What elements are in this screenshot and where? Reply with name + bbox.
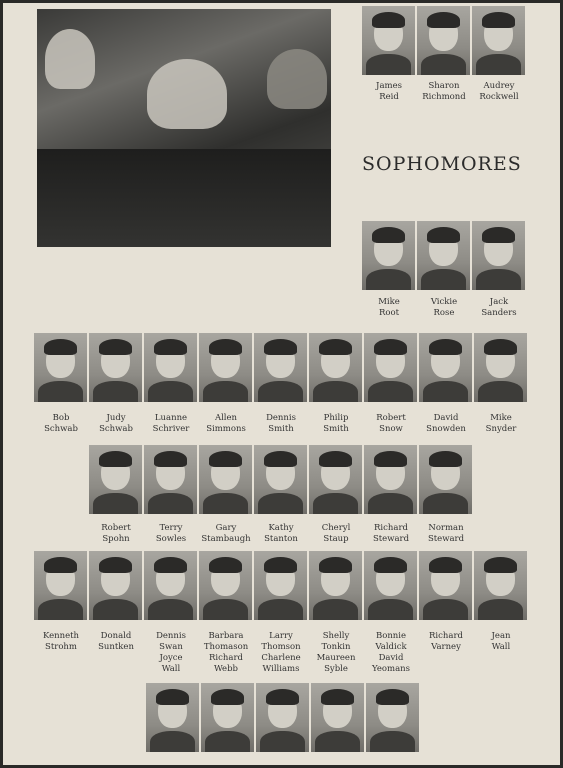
student-name: Terry Sowles (155, 523, 187, 544)
student-portrait (144, 333, 197, 402)
student-portrait (199, 551, 252, 620)
student-portrait (256, 683, 309, 752)
student-name: Kenneth Strohm (42, 631, 80, 652)
student-portrait (309, 551, 362, 620)
student-portrait (474, 551, 527, 620)
student-portrait (34, 551, 87, 620)
student-name: Richard Steward (372, 523, 410, 544)
student-name: Audrey Rockwell (479, 81, 519, 102)
student-name: Cheryl Staup (321, 523, 351, 544)
student-portrait (417, 6, 470, 75)
student-portrait (311, 683, 364, 752)
student-name: Mike Root (378, 297, 400, 318)
student-name: Philip Smith (323, 413, 349, 434)
student-name: Kathy Stanton (264, 523, 298, 544)
student-name: Donald Suntken (98, 631, 134, 652)
student-name: Gary Stambaugh (201, 523, 251, 544)
student-name: Judy Schwab (99, 413, 133, 434)
student-portrait (89, 445, 142, 514)
student-name: James Reid (376, 81, 402, 102)
student-name: Jack Sanders (481, 297, 517, 318)
student-portrait (144, 551, 197, 620)
student-portrait (362, 221, 415, 290)
student-portrait (89, 551, 142, 620)
student-portrait (364, 551, 417, 620)
student-portrait (144, 445, 197, 514)
student-portrait (201, 683, 254, 752)
student-portrait (199, 445, 252, 514)
student-name: Shelly Tonkin Maureen Syble (316, 631, 356, 674)
classroom-photo (37, 9, 331, 247)
student-name: Vickie Rose (430, 297, 458, 318)
student-figure (45, 29, 95, 89)
student-name: Allen Simmons (206, 413, 246, 434)
student-figure (147, 59, 227, 129)
student-portrait (34, 333, 87, 402)
student-portrait (89, 333, 142, 402)
student-portrait (417, 221, 470, 290)
student-portrait (254, 551, 307, 620)
student-name: Mike Snyder (485, 413, 517, 434)
student-portrait (472, 221, 525, 290)
student-portrait (419, 551, 472, 620)
student-name: Sharon Richmond (422, 81, 466, 102)
student-portrait (199, 333, 252, 402)
student-name: Norman Steward (427, 523, 465, 544)
student-portrait (364, 445, 417, 514)
student-portrait (254, 333, 307, 402)
student-name: Larry Thomson Charlene Williams (261, 631, 301, 674)
student-name: Dennis Swan Joyce Wall (156, 631, 186, 674)
student-name: Barbara Thomason Richard Webb (203, 631, 249, 674)
desk (37, 149, 331, 247)
student-figure (267, 49, 327, 109)
student-portrait (419, 445, 472, 514)
student-portrait (146, 683, 199, 752)
student-name: David Snowden (426, 413, 466, 434)
student-portrait (309, 445, 362, 514)
student-portrait (254, 445, 307, 514)
student-name: Robert Spohn (101, 523, 131, 544)
student-name: Bob Schwab (44, 413, 78, 434)
student-portrait (472, 6, 525, 75)
student-name: Dennis Smith (266, 413, 296, 434)
section-heading: SOPHOMORES (362, 153, 522, 175)
student-portrait (474, 333, 527, 402)
student-portrait (362, 6, 415, 75)
student-name: Richard Varney (429, 631, 463, 652)
student-portrait (419, 333, 472, 402)
student-portrait (364, 333, 417, 402)
student-name: Robert Snow (376, 413, 406, 434)
student-name: Jean Wall (491, 631, 511, 652)
student-portrait (309, 333, 362, 402)
student-portrait (366, 683, 419, 752)
student-name: Luanne Schriver (152, 413, 190, 434)
student-name: Bonnie Valdick David Yeomans (372, 631, 410, 674)
yearbook-page (3, 3, 560, 765)
